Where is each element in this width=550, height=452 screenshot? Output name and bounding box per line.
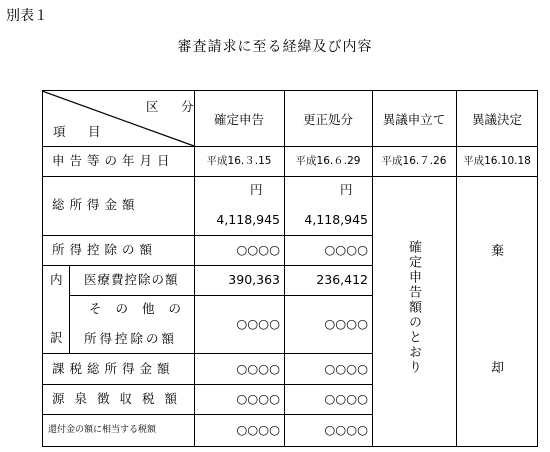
row-label-other-deduction-1: その他の — [89, 301, 196, 316]
row-label-other-deduction-2: 所得控除の額 — [84, 331, 178, 346]
column-header-objection: 異議申立て — [382, 112, 446, 127]
row-divider — [42, 235, 372, 236]
cell-medical-final-return: 390,363 — [228, 272, 280, 287]
cell-taxable-final-return: ○○○○ — [236, 361, 280, 376]
cell-date-objection: 平成16.７.26 — [381, 155, 447, 167]
cell-withholding-final-return: ○○○○ — [236, 391, 280, 406]
cell-total-income-correction: 4,118,945 — [304, 212, 368, 227]
cell-date-decision: 平成16.10.18 — [463, 155, 531, 167]
column-divider — [372, 90, 373, 447]
row-divider — [42, 384, 372, 385]
table-border-bottom — [42, 446, 538, 447]
breakdown-label-bottom: 訳 — [50, 330, 63, 345]
row-divider — [42, 414, 372, 415]
unit-yen: 円 — [340, 182, 353, 197]
header-category: 区 分 — [146, 99, 199, 114]
column-divider — [69, 265, 70, 353]
decision-text-2: 却 — [491, 361, 505, 376]
row-divider — [42, 265, 372, 266]
cell-other-correction: ○○○○ — [324, 316, 368, 331]
document-label: 別表１ — [6, 8, 48, 24]
cell-deductions-correction: ○○○○ — [324, 242, 368, 257]
cell-other-final-return: ○○○○ — [236, 316, 280, 331]
history-table — [42, 90, 538, 447]
row-divider — [42, 176, 538, 177]
cell-date-final-return: 平成16.３.15 — [206, 155, 272, 167]
cell-date-correction: 平成16.６.29 — [295, 155, 361, 167]
row-divider — [69, 295, 372, 296]
cell-total-income-final-return: 4,118,945 — [216, 212, 280, 227]
cell-refund-final-return: ○○○○ — [236, 422, 280, 437]
column-header-decision: 異議決定 — [471, 112, 522, 127]
row-label-filing-date: 申告等の年月日 — [52, 153, 175, 168]
row-label-medical-deduction: 医療費控除の額 — [84, 272, 179, 287]
column-header-correction: 更正処分 — [302, 112, 353, 127]
row-label-income-deductions: 所得控除の額 — [52, 242, 158, 257]
unit-yen: 円 — [250, 182, 263, 197]
decision-text-1: 棄 — [491, 244, 505, 259]
cell-withholding-correction: ○○○○ — [324, 391, 368, 406]
row-label-total-income: 総所得金額 — [52, 197, 140, 212]
cell-deductions-final-return: ○○○○ — [236, 242, 280, 257]
cell-refund-correction: ○○○○ — [324, 422, 368, 437]
document-title: 審査請求に至る経緯及び内容 — [177, 39, 373, 55]
cell-taxable-correction: ○○○○ — [324, 361, 368, 376]
table-border-right — [537, 90, 538, 447]
row-label-taxable-income: 課税総所得金額 — [52, 361, 175, 376]
row-divider — [42, 353, 372, 354]
header-item: 項 目 — [53, 124, 106, 139]
breakdown-label-top: 内 — [50, 272, 63, 287]
row-label-withholding-tax: 源泉徴収税額 — [52, 391, 188, 406]
row-label-refund-tax: 還付金の額に相当する税額 — [48, 425, 157, 435]
objection-merged-note: 確定申告額のとおり — [406, 240, 421, 375]
column-header-final-return: 確定申告 — [213, 112, 264, 127]
cell-medical-correction: 236,412 — [316, 272, 368, 287]
column-divider — [456, 90, 457, 447]
